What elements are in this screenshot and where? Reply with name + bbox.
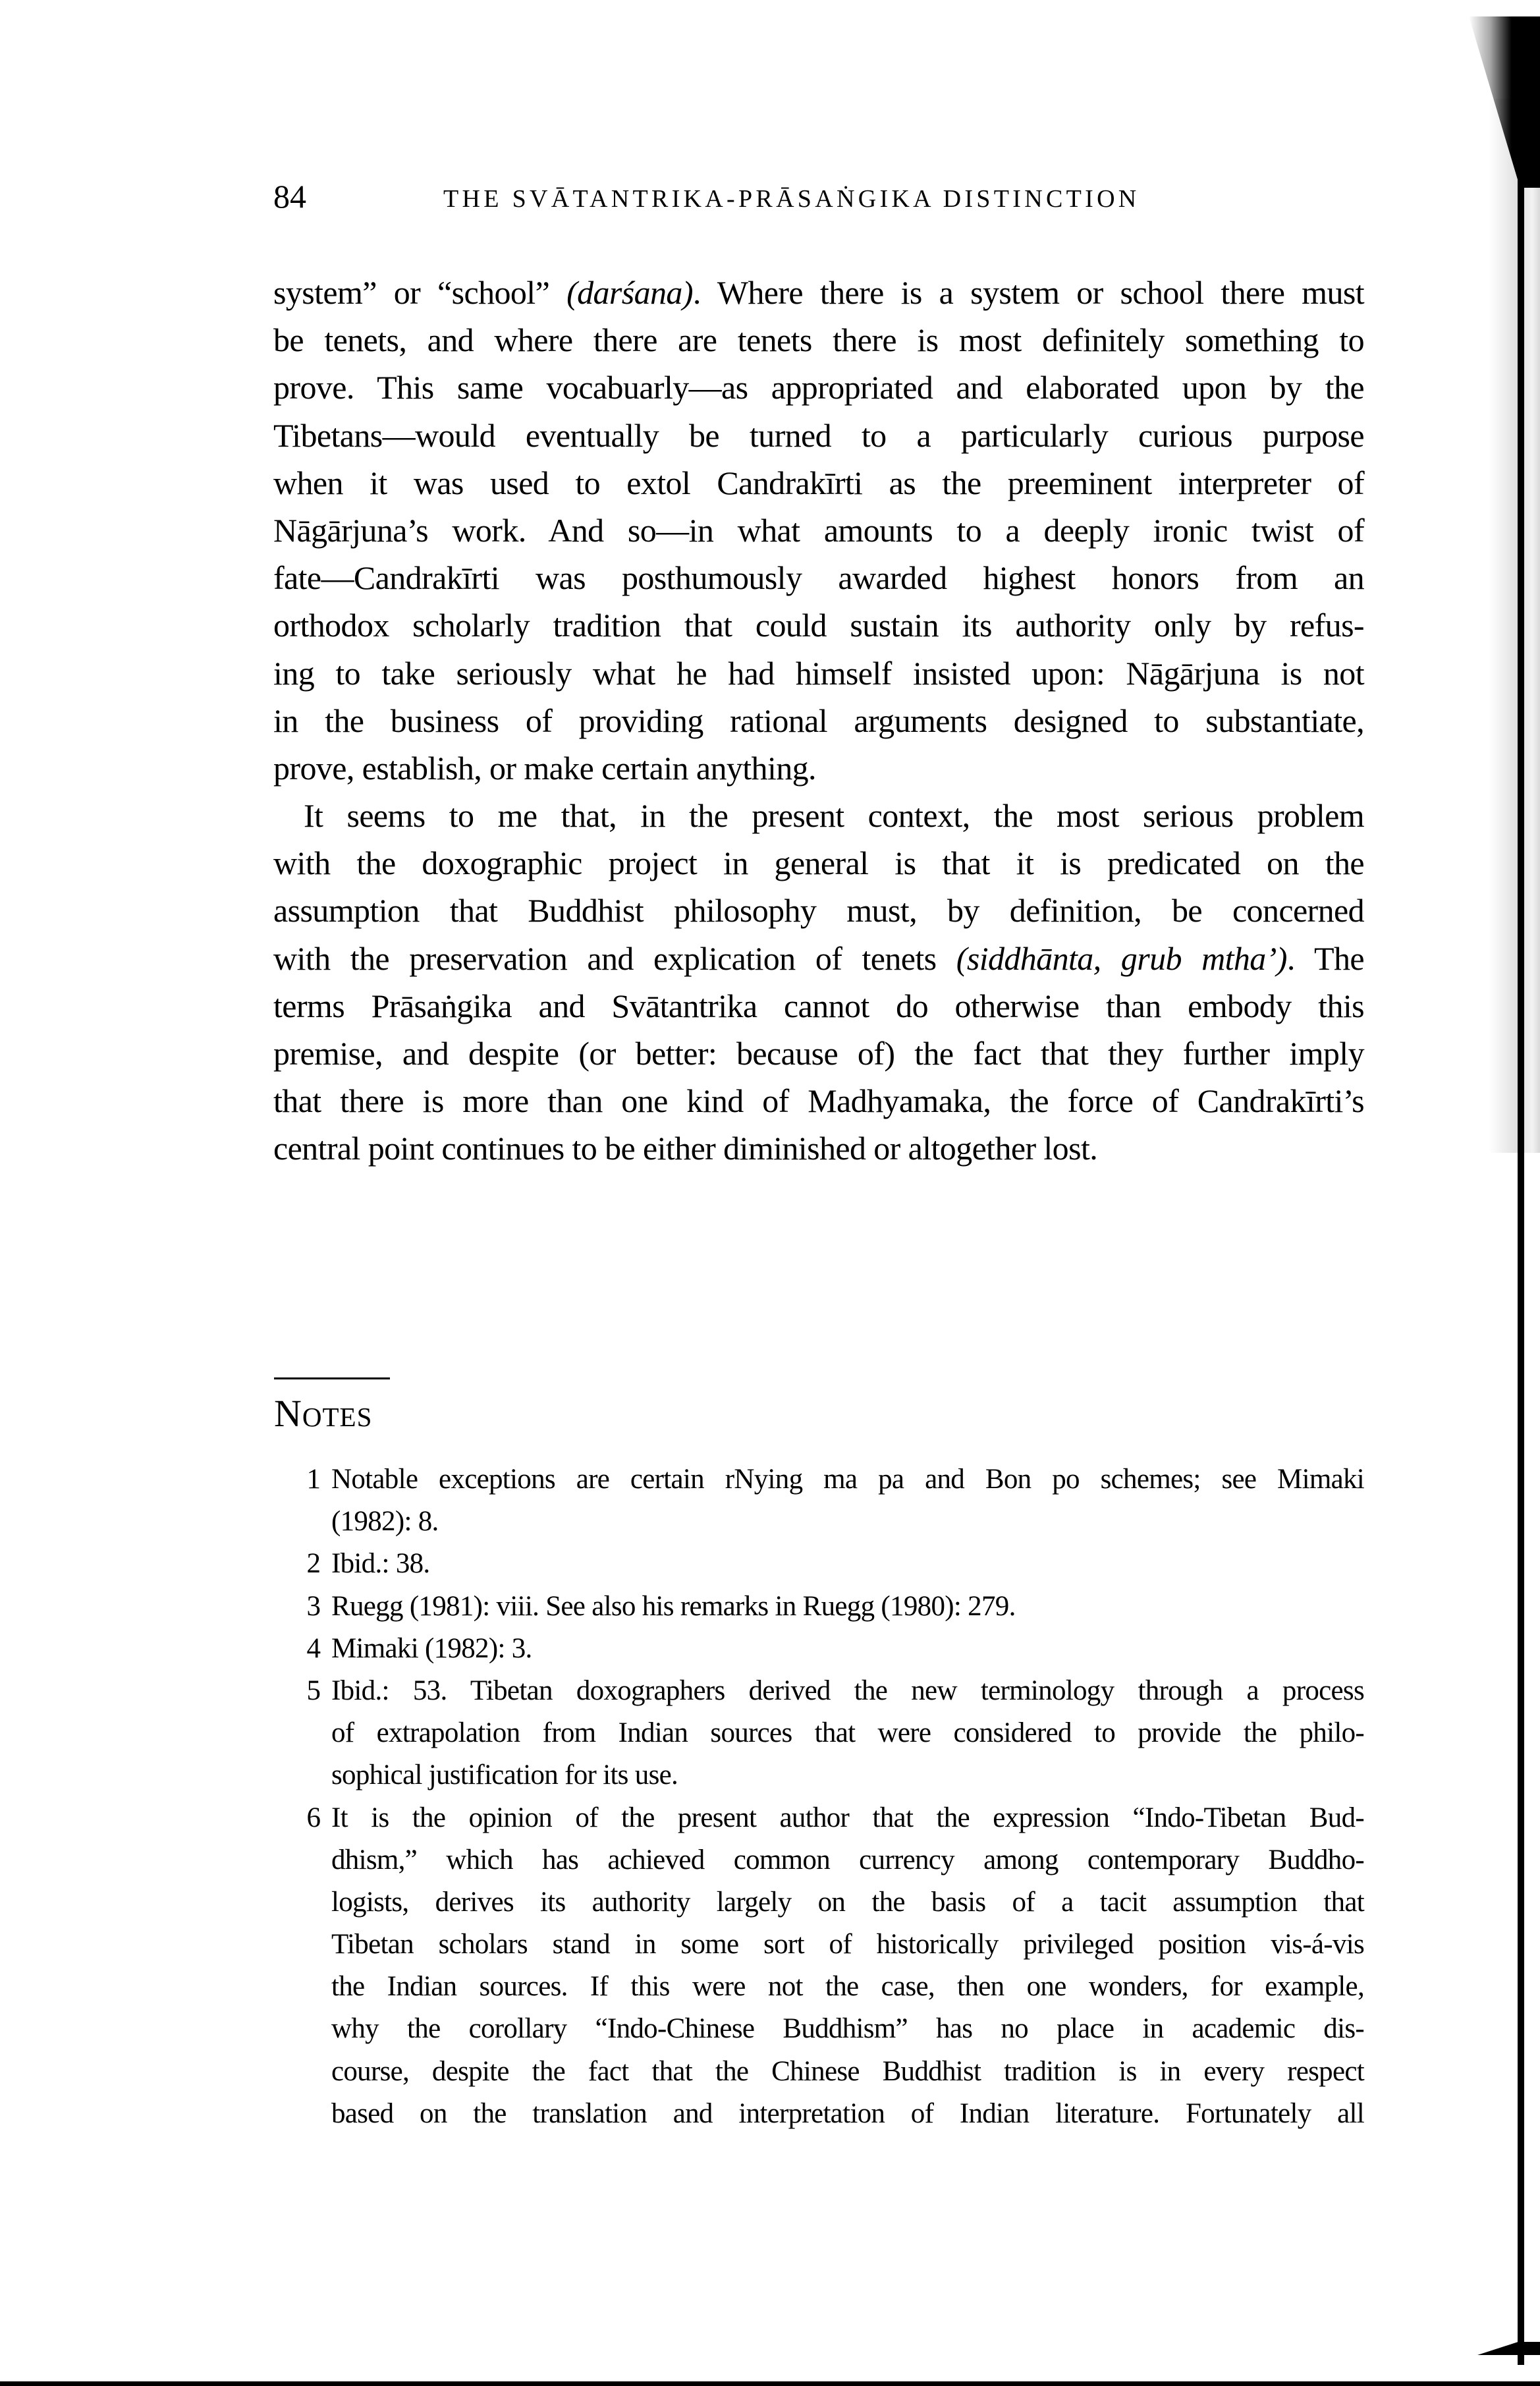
body-text: [273, 269, 1364, 1173]
note-text-line: Notable exceptions are certain rNying ma pa and Bon po schemes; see Mimaki: [331, 1464, 1364, 1495]
running-head: [273, 177, 1364, 216]
note-number: 1: [306, 1464, 321, 1495]
italic-term: (darśana): [566, 274, 693, 311]
text-line: It seems to me that, in the present context, the most serious problem: [304, 797, 1364, 835]
gutter-shadow: [1489, 99, 1540, 1153]
notes-divider-rule: [274, 1377, 390, 1379]
text-line: that there is more than one kind of Madhyamaka, the force of Candrakīrti’s: [273, 1082, 1364, 1120]
note-text-line: based on the translation and interpretation of Indian literature. Fortunately all: [331, 2097, 1364, 2129]
note-number: 4: [306, 1632, 321, 1664]
note-text-line: Mimaki (1982): 3.: [331, 1632, 532, 1664]
notes-heading: Notes: [274, 1392, 373, 1435]
paragraph: [273, 792, 1364, 1173]
text-line: fate—Candrakīrti was posthumously awarded highest honors from an: [273, 559, 1364, 597]
note-number: 6: [306, 1802, 321, 1833]
text-line: Nāgārjuna’s work. And so—in what amounts to a deeply ironic twist of: [273, 511, 1364, 549]
text-line: terms Prāsaṅgika and Svātantrika cannot do otherwise than embody this: [273, 987, 1364, 1024]
italic-term: (siddhānta, grub mtha’): [956, 939, 1287, 977]
note-text-line: Ibid.: 38.: [331, 1548, 430, 1580]
note-text-line: course, despite the fact that the Chinese Buddhist tradition is in every respect: [331, 2055, 1364, 2087]
note-item: [273, 1797, 1364, 2136]
note-item: [273, 1670, 1364, 1797]
note-text-line: Tibetan scholars stand in some sort of historically privileged position vis-á-vis: [331, 1929, 1364, 1960]
scan-bottom-edge: [0, 2381, 1540, 2386]
text-line: Tibetans—would eventually be turned to a particularly curious purpose: [273, 416, 1364, 454]
note-item: [273, 1586, 1364, 1628]
note-number: 5: [306, 1675, 321, 1706]
text-line: assumption that Buddhist philosophy must, by definition, be concerned: [273, 892, 1364, 929]
note-text-line: logists, derives its authority largely on the basis of a tacit assumption that: [331, 1886, 1364, 1918]
note-text-line: of extrapolation from Indian sources that were considered to provide the philo-: [331, 1717, 1364, 1749]
notes-list: [273, 1458, 1364, 2135]
note-item: [273, 1628, 1364, 1670]
gutter-shadow-bottom: [1477, 2342, 1540, 2355]
text-line: prove, establish, or make certain anything.: [273, 749, 816, 787]
text-line: with the preservation and explication of tenets (siddhānta, grub mtha’). The: [273, 939, 1364, 977]
text-line: premise, and despite (or better: because of) the fact that they further imply: [273, 1035, 1364, 1072]
note-text-line: (1982): 8.: [331, 1506, 439, 1538]
text-line: when it was used to extol Candrakīrti as the preeminent interpreter of: [273, 464, 1364, 501]
note-item: [273, 1458, 1364, 1543]
text-line: prove. This same vocabuarly—as appropriated and elaborated upon by the: [273, 369, 1364, 406]
note-text-line: Ruegg (1981): viii. See also his remarks in Ruegg (1980): 279.: [331, 1590, 1016, 1622]
text-line: system” or “school” (darśana). Where there is a system or school there must: [273, 274, 1364, 311]
text-line: central point continues to be either diminished or altogether lost.: [273, 1130, 1098, 1167]
note-item: [273, 1543, 1364, 1585]
page-number: 84: [273, 178, 306, 215]
text-line: in the business of providing rational arguments designed to substantiate,: [273, 702, 1364, 739]
text-line: orthodox scholarly tradition that could sustain its authority only by refus-: [273, 607, 1364, 644]
running-title: THE SVĀTANTRIKA-PRĀSAṄGIKA DISTINCTION: [443, 185, 1140, 213]
book-spine-edge: [1518, 99, 1524, 2365]
note-text-line: the Indian sources. If this were not the case, then one wonders, for example,: [331, 1971, 1364, 2003]
note-number: 3: [306, 1590, 321, 1622]
text-line: be tenets, and where there are tenets there is most definitely something to: [273, 321, 1364, 359]
note-number: 2: [306, 1548, 321, 1580]
note-text-line: It is the opinion of the present author that the expression “Indo-Tibetan Bud-: [331, 1802, 1364, 1833]
note-text-line: dhism,” which has achieved common currency among contemporary Buddho-: [331, 1844, 1364, 1875]
paragraph: [273, 269, 1364, 792]
text-line: with the doxographic project in general is that it is predicated on the: [273, 845, 1364, 882]
note-text-line: sophical justification for its use.: [331, 1760, 678, 1791]
note-text-line: why the corollary “Indo-Chinese Buddhism” has no place in academic dis-: [331, 2013, 1364, 2045]
text-line: ing to take seriously what he had himself insisted upon: Nāgārjuna is not: [273, 654, 1364, 692]
note-text-line: Ibid.: 53. Tibetan doxographers derived the new terminology through a process: [331, 1675, 1364, 1706]
